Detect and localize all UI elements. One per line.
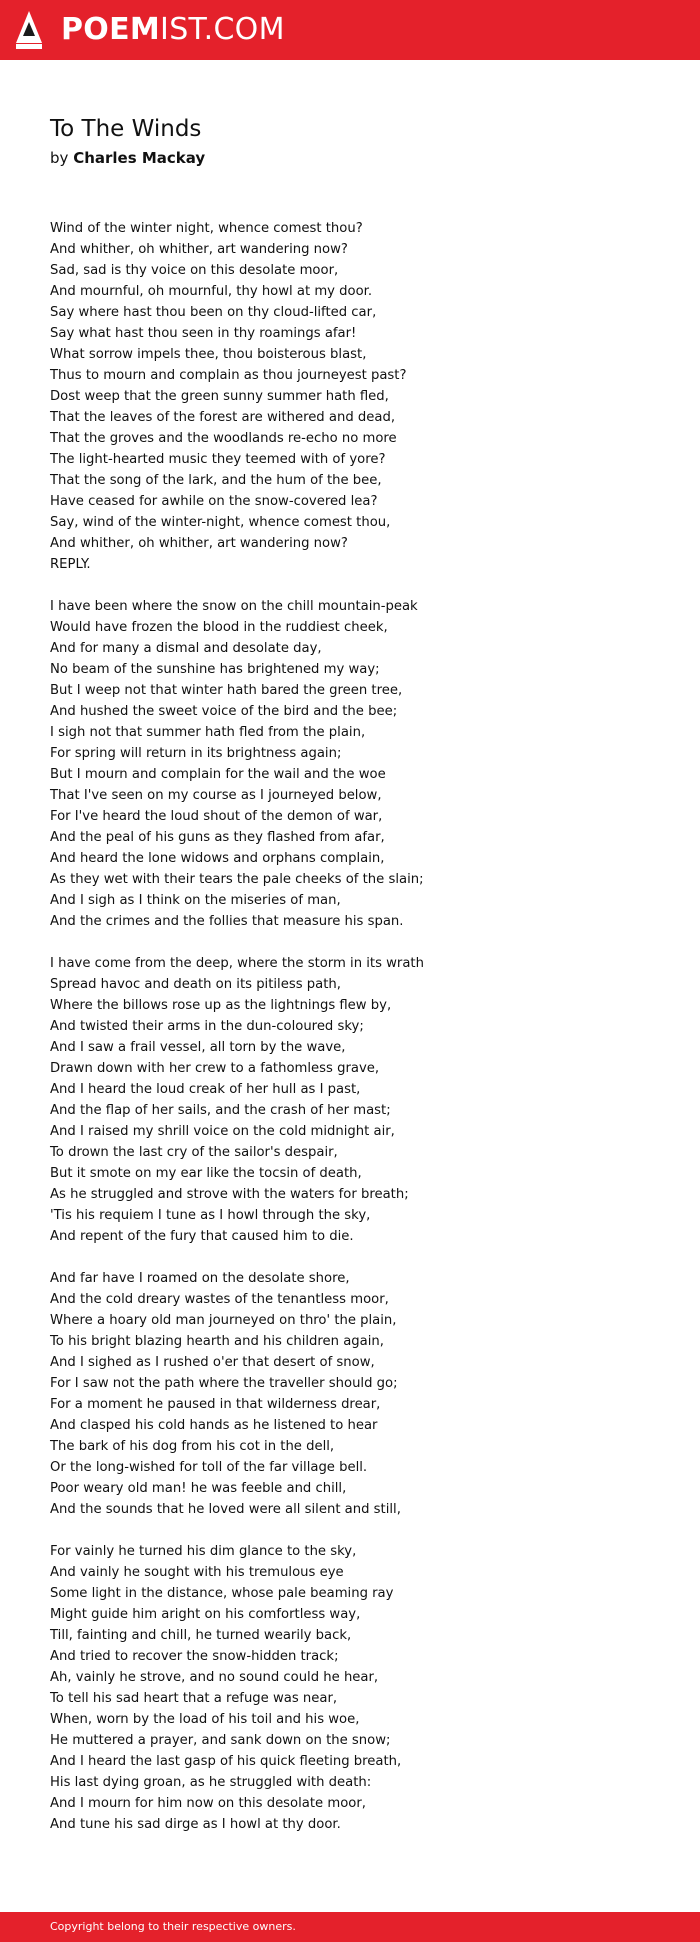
poem-line: That I've seen on my course as I journeyed below,: [50, 788, 382, 803]
poem-line: Thus to mourn and complain as thou journeyest past?: [50, 368, 407, 383]
poem-line: For spring will return in its brightness again;: [50, 746, 342, 761]
by-label: by: [50, 149, 69, 167]
poem-line: Wind of the winter night, whence comest thou?: [50, 221, 363, 236]
poem-line: Might guide him aright on his comfortless way,: [50, 1607, 361, 1622]
poem-stanza: [50, 596, 650, 932]
poem-line: And clasped his cold hands as he listened to hear: [50, 1418, 378, 1433]
poem-stanza: [50, 953, 650, 1247]
poem-line: I have come from the deep, where the storm in its wrath: [50, 956, 424, 971]
site-logo-link[interactable]: [16, 10, 285, 50]
poem-line: For I've heard the loud shout of the demon of war,: [50, 809, 383, 824]
site-footer: [0, 1912, 700, 1942]
poem-line: Some light in the distance, whose pale beaming ray: [50, 1586, 394, 1601]
poem-line: No beam of the sunshine has brightened my way;: [50, 662, 380, 677]
poem-line: For vainly he turned his dim glance to the sky,: [50, 1544, 357, 1559]
poem-line: And whither, oh whither, art wandering now?: [50, 242, 348, 257]
poem-line: He muttered a prayer, and sank down on the snow;: [50, 1733, 391, 1748]
poem-line: Have ceased for awhile on the snow-covered lea?: [50, 494, 378, 509]
author-name: Charles Mackay: [73, 149, 206, 167]
poem-line: Say what hast thou seen in thy roamings afar!: [50, 326, 357, 341]
poem-line: I sigh not that summer hath fled from the plain,: [50, 725, 366, 740]
poem-line: And I raised my shrill voice on the cold midnight air,: [50, 1124, 395, 1139]
poem-stanza: [50, 1541, 650, 1835]
poem-line: And hushed the sweet voice of the bird and the bee;: [50, 704, 398, 719]
poem-line: As he struggled and strove with the waters for breath;: [50, 1187, 409, 1202]
poem-stanza: [50, 1268, 650, 1520]
poem-line: Say where hast thou been on thy cloud-lifted car,: [50, 305, 377, 320]
poem-line: As they wet with their tears the pale cheeks of the slain;: [50, 872, 424, 887]
poem-line: Sad, sad is thy voice on this desolate moor,: [50, 263, 339, 278]
poem-line: And mournful, oh mournful, thy howl at my door.: [50, 284, 373, 299]
poem-line: When, worn by the load of his toil and his woe,: [50, 1712, 360, 1727]
poem-line: Or the long-wished for toll of the far village bell.: [50, 1460, 368, 1475]
poem-line: Would have frozen the blood in the ruddiest cheek,: [50, 620, 388, 635]
site-logo-text: [61, 11, 285, 49]
poem-line: That the leaves of the forest are withered and dead,: [50, 410, 396, 425]
poem-line: 'Tis his requiem I tune as I howl through the sky,: [50, 1208, 371, 1223]
poem-line: And vainly he sought with his tremulous eye: [50, 1565, 344, 1580]
poem-line: And I heard the loud creak of her hull as I past,: [50, 1082, 361, 1097]
poem-line: To tell his sad heart that a refuge was near,: [50, 1691, 338, 1706]
poem-line: What sorrow impels thee, thou boisterous blast,: [50, 347, 367, 362]
poem-line: And I sighed as I rushed o'er that desert of snow,: [50, 1355, 375, 1370]
poem-line: Say, wind of the winter-night, whence comest thou,: [50, 515, 391, 530]
poem-line: And tune his sad dirge as I howl at thy door.: [50, 1817, 341, 1832]
poem-body: [50, 218, 650, 1856]
poem-line: His last dying groan, as he struggled with death:: [50, 1775, 372, 1790]
poem-stanza: [50, 218, 650, 575]
poem-line: The bark of his dog from his cot in the dell,: [50, 1439, 335, 1454]
poem-title: To The Winds: [50, 116, 202, 142]
site-header: [0, 0, 700, 60]
poem-line: REPLY.: [50, 557, 91, 572]
poem-byline: [50, 148, 205, 168]
poem-line: And repent of the fury that caused him to die.: [50, 1229, 354, 1244]
poem-line: Poor weary old man! he was feeble and chill,: [50, 1481, 347, 1496]
poem-line: And the sounds that he loved were all silent and still,: [50, 1502, 401, 1517]
poem-line: But it smote on my ear like the tocsin of death,: [50, 1166, 362, 1181]
poem-line: And twisted their arms in the dun-coloured sky;: [50, 1019, 364, 1034]
poem-line: For a moment he paused in that wilderness drear,: [50, 1397, 381, 1412]
poem-line: Dost weep that the green sunny summer hath fled,: [50, 389, 389, 404]
poem-line: Spread havoc and death on its pitiless path,: [50, 977, 341, 992]
poem-line: And I sigh as I think on the miseries of man,: [50, 893, 341, 908]
poem-line: That the groves and the woodlands re-echo no more: [50, 431, 397, 446]
poem-line: And I saw a frail vessel, all torn by the wave,: [50, 1040, 346, 1055]
poem-line: Drawn down with her crew to a fathomless grave,: [50, 1061, 380, 1076]
poem-line: And the crimes and the follies that measure his span.: [50, 914, 404, 929]
logo-bold-text: POEM: [61, 12, 161, 47]
pencil-tip-icon: [16, 11, 42, 49]
poem-line: And I heard the last gasp of his quick fleeting breath,: [50, 1754, 402, 1769]
copyright-text: Copyright belong to their respective owners.: [50, 1920, 296, 1933]
poem-line: And heard the lone widows and orphans complain,: [50, 851, 385, 866]
poem-line: And for many a dismal and desolate day,: [50, 641, 322, 656]
poem-line: Where the billows rose up as the lightnings flew by,: [50, 998, 392, 1013]
poem-line: Till, fainting and chill, he turned wearily back,: [50, 1628, 352, 1643]
poem-line: And I mourn for him now on this desolate moor,: [50, 1796, 366, 1811]
poem-line: For I saw not the path where the traveller should go;: [50, 1376, 398, 1391]
poem-line: To his bright blazing hearth and his children again,: [50, 1334, 384, 1349]
poem-line: But I weep not that winter hath bared the green tree,: [50, 683, 403, 698]
logo-light-text: IST.COM: [160, 12, 285, 47]
poem-line: That the song of the lark, and the hum of the bee,: [50, 473, 382, 488]
poem-line: Where a hoary old man journeyed on thro' the plain,: [50, 1313, 397, 1328]
poem-line: And far have I roamed on the desolate shore,: [50, 1271, 350, 1286]
poem-line: And tried to recover the snow-hidden track;: [50, 1649, 339, 1664]
poem-line: But I mourn and complain for the wail and the woe: [50, 767, 386, 782]
poem-line: And the peal of his guns as they flashed from afar,: [50, 830, 385, 845]
poem-line: Ah, vainly he strove, and no sound could he hear,: [50, 1670, 379, 1685]
poem-line: And the cold dreary wastes of the tenantless moor,: [50, 1292, 389, 1307]
poem-line: I have been where the snow on the chill mountain-peak: [50, 599, 418, 614]
poem-line: To drown the last cry of the sailor's despair,: [50, 1145, 338, 1160]
poem-line: The light-hearted music they teemed with of yore?: [50, 452, 386, 467]
poem-line: And the flap of her sails, and the crash of her mast;: [50, 1103, 391, 1118]
poem-line: And whither, oh whither, art wandering now?: [50, 536, 348, 551]
